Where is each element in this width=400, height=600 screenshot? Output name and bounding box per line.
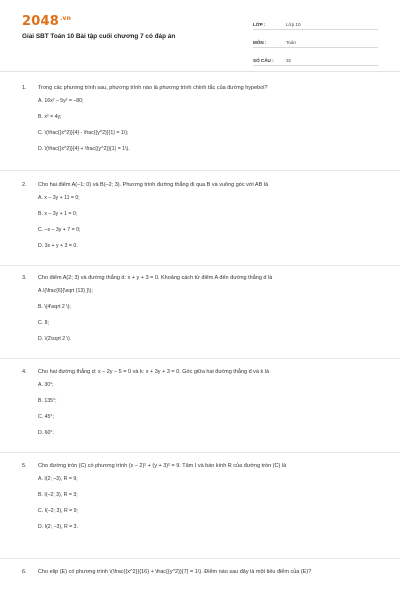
option-b[interactable]: B. x – 3y + 1 = 0; xyxy=(38,211,78,217)
question-1 xyxy=(22,84,378,157)
meta-row-subject xyxy=(253,34,378,48)
question-separator xyxy=(0,558,400,559)
header-divider xyxy=(0,71,400,72)
option-c[interactable]: C. I(–2; 3), R = 9; xyxy=(38,508,78,514)
option-c[interactable]: C. 45°; xyxy=(38,414,54,420)
document-title: Giải SBT Toán 10 Bài tập cuối chương 7 có đáp án xyxy=(22,33,176,40)
question-separator xyxy=(0,170,400,171)
meta-value: Toán xyxy=(286,40,296,45)
option-c[interactable]: C. –x – 3y + 7 = 0; xyxy=(38,227,81,233)
question-text: Cho đường tròn (C) có phương trình (x – 2)² + (y + 3)² = 9. Tâm I và bán kính R của đường tròn (C) là xyxy=(38,463,287,469)
logo-suffix: .vn xyxy=(59,14,72,22)
question-6 xyxy=(22,568,378,577)
question-number: 5. xyxy=(22,463,27,469)
meta-key: LỚP : xyxy=(253,22,266,27)
question-stem xyxy=(22,274,378,283)
option-a[interactable]: A.\(\frac{6}{\sqrt {13} }\); xyxy=(38,288,93,294)
question-stem xyxy=(22,84,378,93)
option-d[interactable]: D. \(\frac{{x^2}}{4} + \frac{{y^2}}{1} = 1\). xyxy=(38,146,130,152)
meta-row-count xyxy=(253,52,378,66)
question-number: 1. xyxy=(22,85,27,91)
question-4 xyxy=(22,368,378,441)
option-c[interactable]: C. 8; xyxy=(38,320,49,326)
question-3 xyxy=(22,274,378,347)
option-d[interactable]: D. 3x + y + 3 = 0. xyxy=(38,243,78,249)
question-text: Cho elip (E) có phương trình \(\frac{{x^2}}{16} + \frac{{y^2}}{7} = 1\). Điểm nào sau đây là một tiêu điểm của (E)? xyxy=(38,569,312,575)
meta-table xyxy=(253,16,378,70)
question-text: Cho hai đường thẳng d: x – 2y – 5 = 0 và k: x + 3y + 3 = 0. Góc giữa hai đường thẳng d và k là xyxy=(38,369,270,375)
question-text: Cho hai điểm A(–1; 0) và B(–2; 3). Phương trình đường thẳng đi qua B và vuông góc với AB là xyxy=(38,182,269,188)
option-b[interactable]: B. 135°; xyxy=(38,398,57,404)
question-separator xyxy=(0,452,400,453)
question-stem xyxy=(22,368,378,377)
question-5 xyxy=(22,462,378,535)
meta-value: Lớp 10 xyxy=(286,22,301,27)
option-b[interactable]: B. x² = 4y; xyxy=(38,114,62,120)
option-a[interactable]: A. x – 3y + 11 = 0; xyxy=(38,195,80,201)
question-text: Trong các phương trình sau, phương trình nào là phương trình chính tắc của đường hypebol? xyxy=(38,85,268,91)
option-a[interactable]: A. 16x² – 5y² = –80; xyxy=(38,98,84,104)
meta-value: 32 xyxy=(286,58,292,63)
question-separator xyxy=(0,358,400,359)
option-d[interactable]: D. \(2\sqrt 2 \). xyxy=(38,336,72,342)
option-c[interactable]: C. \(\frac{{x^2}}{4} - \frac{{y^2}}{1} = 1\); xyxy=(38,130,129,136)
site-logo[interactable] xyxy=(22,14,71,29)
question-number: 6. xyxy=(22,569,27,575)
question-separator xyxy=(0,265,400,266)
question-number: 3. xyxy=(22,275,27,281)
question-number: 4. xyxy=(22,369,27,375)
option-a[interactable]: A. I(2; –3), R = 9; xyxy=(38,476,78,482)
question-number: 2. xyxy=(22,182,27,188)
option-a[interactable]: A. 30°; xyxy=(38,382,54,388)
question-stem xyxy=(22,462,378,471)
question-2 xyxy=(22,181,378,254)
option-b[interactable]: B. I(–2; 3), R = 3; xyxy=(38,492,78,498)
meta-row-class xyxy=(253,16,378,30)
option-d[interactable]: D. 60°. xyxy=(38,430,54,436)
option-b[interactable]: B. \(4\sqrt 2 \); xyxy=(38,304,71,310)
question-stem xyxy=(22,181,378,190)
question-text: Cho điểm A(2; 3) và đường thẳng d: x + y + 3 = 0. Khoảng cách từ điểm A đến đường thẳng d là xyxy=(38,275,273,281)
question-stem xyxy=(22,568,378,577)
meta-key: SỐ CÂU : xyxy=(253,58,274,63)
meta-key: MÔN : xyxy=(253,40,267,45)
page-header xyxy=(0,0,400,70)
option-d[interactable]: D. I(2; –3), R = 3. xyxy=(38,524,78,530)
logo-text: 2048 xyxy=(22,14,59,29)
